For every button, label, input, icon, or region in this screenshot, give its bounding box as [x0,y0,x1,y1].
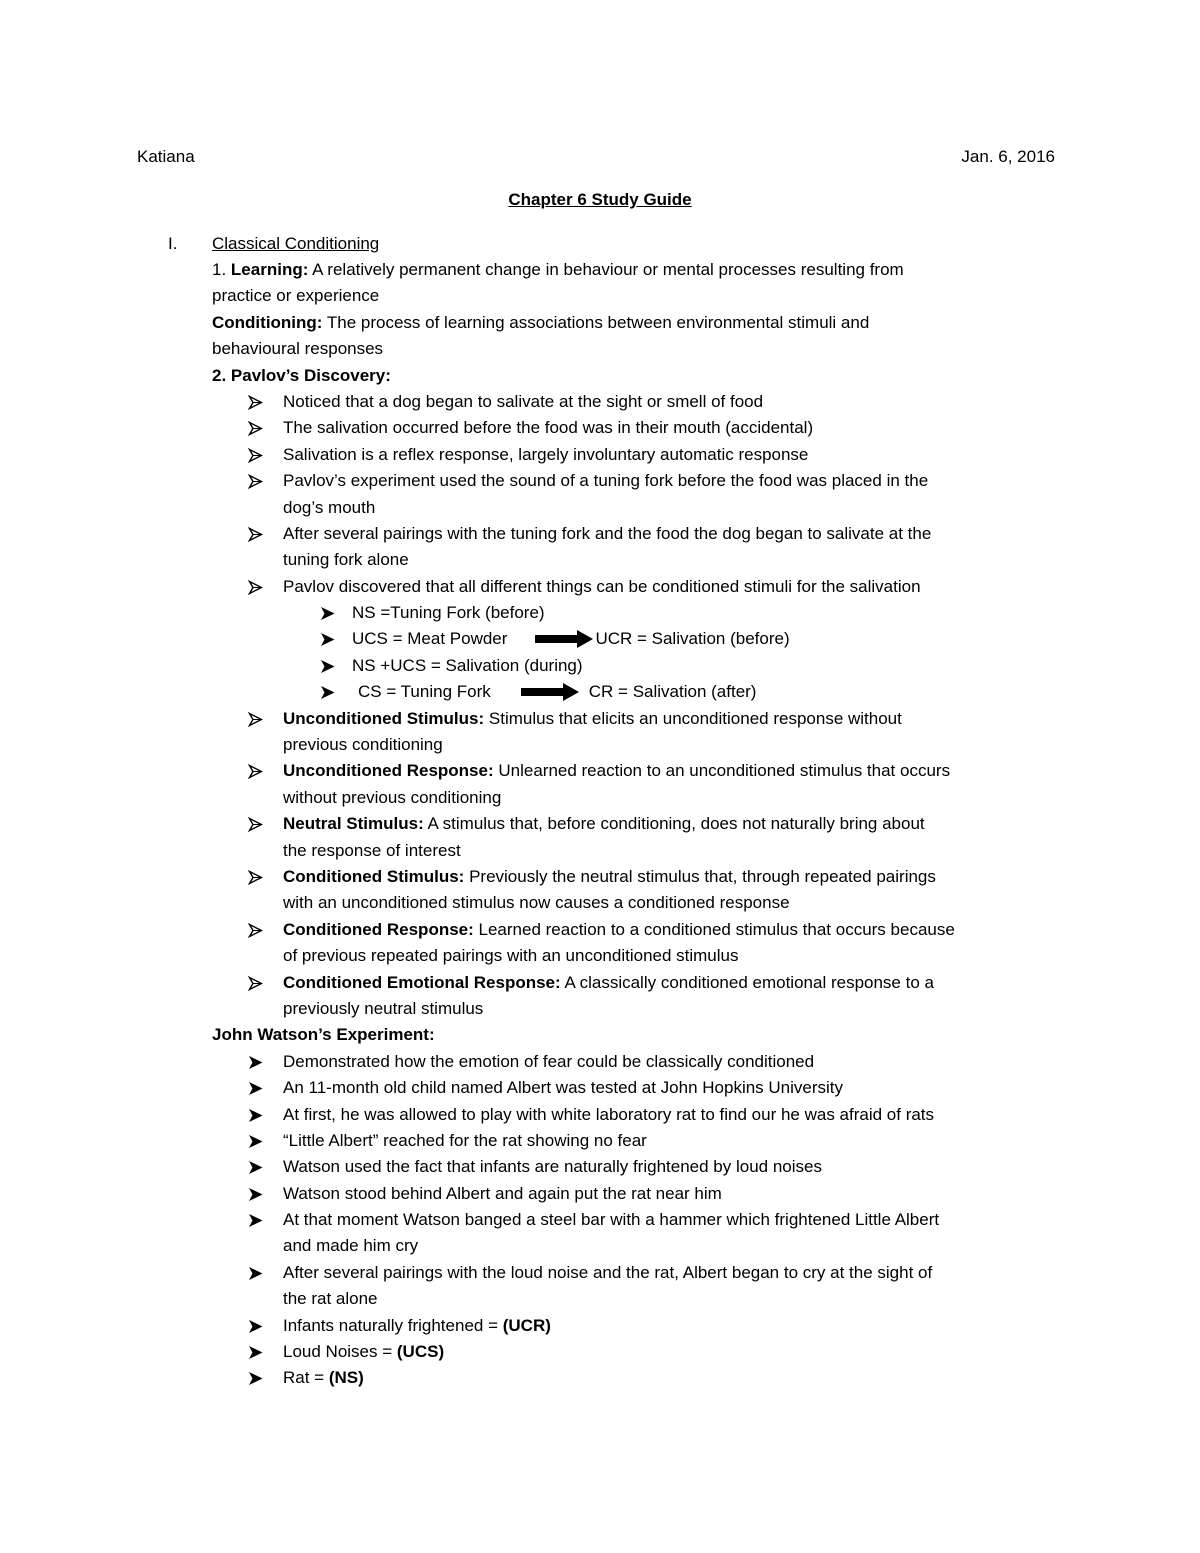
filled-arrow-bullet-icon [248,1081,263,1096]
text-line [283,970,1200,996]
definition-text: A classically conditioned emotional response to a [564,972,934,992]
text-line [283,1339,1200,1365]
outline-arrow-bullet-icon [248,764,263,779]
pavlov-heading [0,363,1200,389]
filled-arrow-bullet-icon [248,1213,263,1228]
filled-arrow-bullet-icon [248,1187,263,1202]
equation-item [0,1365,1200,1391]
filled-arrow-bullet-icon [320,685,335,700]
text-line [283,758,1200,784]
list-item-text: Noticed that a dog began to salivate at the sight or smell of food [283,391,764,411]
definition-text: Stimulus that elicits an unconditioned response without [488,708,902,728]
filled-arrow-bullet-icon [248,1319,263,1334]
list-item-text: The salivation occurred before the food was in their mouth (accidental) [283,418,814,438]
filled-arrow-bullet-icon [248,1371,263,1386]
filled-arrow-bullet-icon [248,1134,263,1149]
filled-arrow-bullet-icon [248,1108,263,1123]
definition-text: practice or experience [212,286,380,306]
list-item-text: Watson used the fact that infants are naturally frightened by loud noises [283,1157,822,1177]
list-item-text: Pavlov discovered that all different things can be conditioned stimuli for the salivation [283,576,921,596]
definition-learning [0,257,1200,310]
outline-arrow-bullet-icon [248,580,263,595]
equation-text: Rat = [283,1368,325,1388]
list-item-text: After several pairings with the loud noise and the rat, Albert began to cry at the sight of [283,1262,933,1282]
definition-text: with an unconditioned stimulus now causes a conditioned response [283,893,790,913]
list-item [0,1207,1200,1260]
item-number: 1. [212,260,227,279]
list-item-text: Pavlov’s experiment used the sound of a tuning fork before the food was placed in the [283,471,929,491]
filled-arrow-bullet-icon [320,632,335,647]
list-item [0,415,1200,441]
text-line [283,811,1200,837]
response-text: CR = Salivation (after) [588,682,757,702]
text-line [283,1365,1200,1391]
outline-arrow-bullet-icon [248,474,263,489]
text-line [212,310,1200,336]
definition-text: The process of learning associations between environmental stimuli and [326,312,870,332]
list-item-text: Demonstrated how the emotion of fear could be classically conditioned [283,1051,815,1071]
equation-label: (UCR) [502,1315,551,1335]
equation-item [0,1339,1200,1365]
filled-arrow-bullet-icon [248,1345,263,1360]
equation-label: (NS) [328,1368,364,1388]
list-item-text: At first, he was allowed to play with white laboratory rat to find our he was afraid of rats [283,1104,935,1124]
definition-text: of previous repeated pairings with an unconditioned stimulus [283,946,739,966]
outline-arrow-bullet-icon [248,448,263,463]
list-item-text: Salivation is a reflex response, largely involuntary automatic response [283,444,809,464]
filled-arrow-bullet-icon [248,1160,263,1175]
outline-arrow-bullet-icon [248,395,263,410]
page-title: Chapter 6 Study Guide [508,190,692,209]
response-text: UCR = Salivation (before) [595,629,790,649]
filled-arrow-bullet-icon [248,1266,263,1281]
stimulus-text: UCS = Meat Powder [352,629,508,649]
term-label: Conditioning: [212,312,323,332]
definition-text: Previously the neutral stimulus that, through repeated pairings [469,866,936,886]
term-label: Unconditioned Response: [283,761,494,781]
watson-heading [0,1022,1200,1048]
outline-arrow-bullet-icon [248,527,263,542]
definition-item [0,917,1200,970]
filled-arrow-bullet-icon [320,606,335,621]
text-line [358,679,1200,705]
sub-list-item-text: NS =Tuning Fork (before) [352,603,545,623]
outline-arrow-bullet-icon [248,923,263,938]
document-date: Jan. 6, 2016 [961,147,1055,166]
equation-label: (UCS) [396,1342,445,1362]
term-label: Unconditioned Stimulus: [283,708,485,728]
outline-arrow-bullet-icon [248,817,263,832]
definition-item [0,970,1200,1023]
right-arrow-icon [535,630,593,648]
list-item [0,574,1200,600]
term-label: Conditioned Emotional Response: [283,972,561,992]
definition-text: Unlearned reaction to an unconditioned stimulus that occurs [498,761,951,781]
definition-text: previous conditioning [283,735,443,755]
equation-item [0,1313,1200,1339]
sub-list-item-text: NS +UCS = Salivation (during) [352,655,583,675]
list-item-text: tuning fork alone [283,550,409,570]
list-item-text: dog’s mouth [283,497,376,517]
definition-text: previously neutral stimulus [283,998,484,1018]
list-item [0,389,1200,415]
term-label: Learning: [230,260,309,279]
list-item [0,1260,1200,1313]
list-item [0,521,1200,574]
list-item [0,1049,1200,1075]
definition-text: without previous conditioning [283,787,502,807]
definition-item [0,706,1200,759]
outline-arrow-bullet-icon [248,712,263,727]
text-line [283,917,1200,943]
list-item-text: At that moment Watson banged a steel bar with a hammer which frightened Little Albert [283,1210,940,1230]
term-label: Conditioned Response: [283,919,474,939]
text-line [212,257,1200,283]
text-line [283,1313,1200,1339]
text-line [283,706,1200,732]
section-numeral: I. [168,234,178,253]
subheading: 2. Pavlov’s Discovery: [212,365,391,385]
term-label: Conditioned Stimulus: [283,866,465,886]
definition-text: Learned reaction to a conditioned stimulus that occurs because [478,919,955,939]
document-body [0,257,1200,1392]
list-item [0,1075,1200,1101]
list-item-text: An 11-month old child named Albert was tested at John Hopkins University [283,1078,844,1098]
sub-list-item [0,679,1200,705]
list-item-text: and made him cry [283,1236,419,1256]
list-item [0,1102,1200,1128]
definition-conditioning [0,310,1200,363]
list-item-text: Watson stood behind Albert and again put the rat near him [283,1183,722,1203]
list-item [0,468,1200,521]
list-item-text: “Little Albert” reached for the rat showing no fear [283,1130,647,1150]
outline-arrow-bullet-icon [248,870,263,885]
subheading: John Watson’s Experiment: [212,1025,435,1045]
outline-arrow-bullet-icon [248,976,263,991]
sub-list-item [0,626,1200,652]
list-item [0,1154,1200,1180]
definition-item [0,811,1200,864]
list-item [0,1128,1200,1154]
sub-list-item [0,653,1200,679]
definition-text: behavioural responses [212,339,384,359]
definition-item [0,864,1200,917]
stimulus-text: CS = Tuning Fork [358,682,491,702]
term-label: Neutral Stimulus: [283,814,424,834]
author-name: Katiana [137,147,195,166]
equation-text: Infants naturally frightened = [283,1315,498,1335]
section-heading: Classical Conditioning [212,234,380,253]
definition-text: A relatively permanent change in behaviour or mental processes resulting from [312,260,904,279]
filled-arrow-bullet-icon [320,659,335,674]
text-line [352,626,1200,652]
filled-arrow-bullet-icon [248,1055,263,1070]
list-item [0,442,1200,468]
right-arrow-icon [521,683,579,701]
outline-arrow-bullet-icon [248,421,263,436]
equation-text: Loud Noises = [283,1342,393,1362]
definition-text: A stimulus that, before conditioning, does not naturally bring about [427,814,925,834]
list-item-text: After several pairings with the tuning fork and the food the dog began to salivate at the [283,523,932,543]
definition-item [0,758,1200,811]
list-item [0,1181,1200,1207]
list-item-text: the rat alone [283,1289,378,1309]
text-line [283,864,1200,890]
definition-text: the response of interest [283,840,461,860]
sub-list-item [0,600,1200,626]
